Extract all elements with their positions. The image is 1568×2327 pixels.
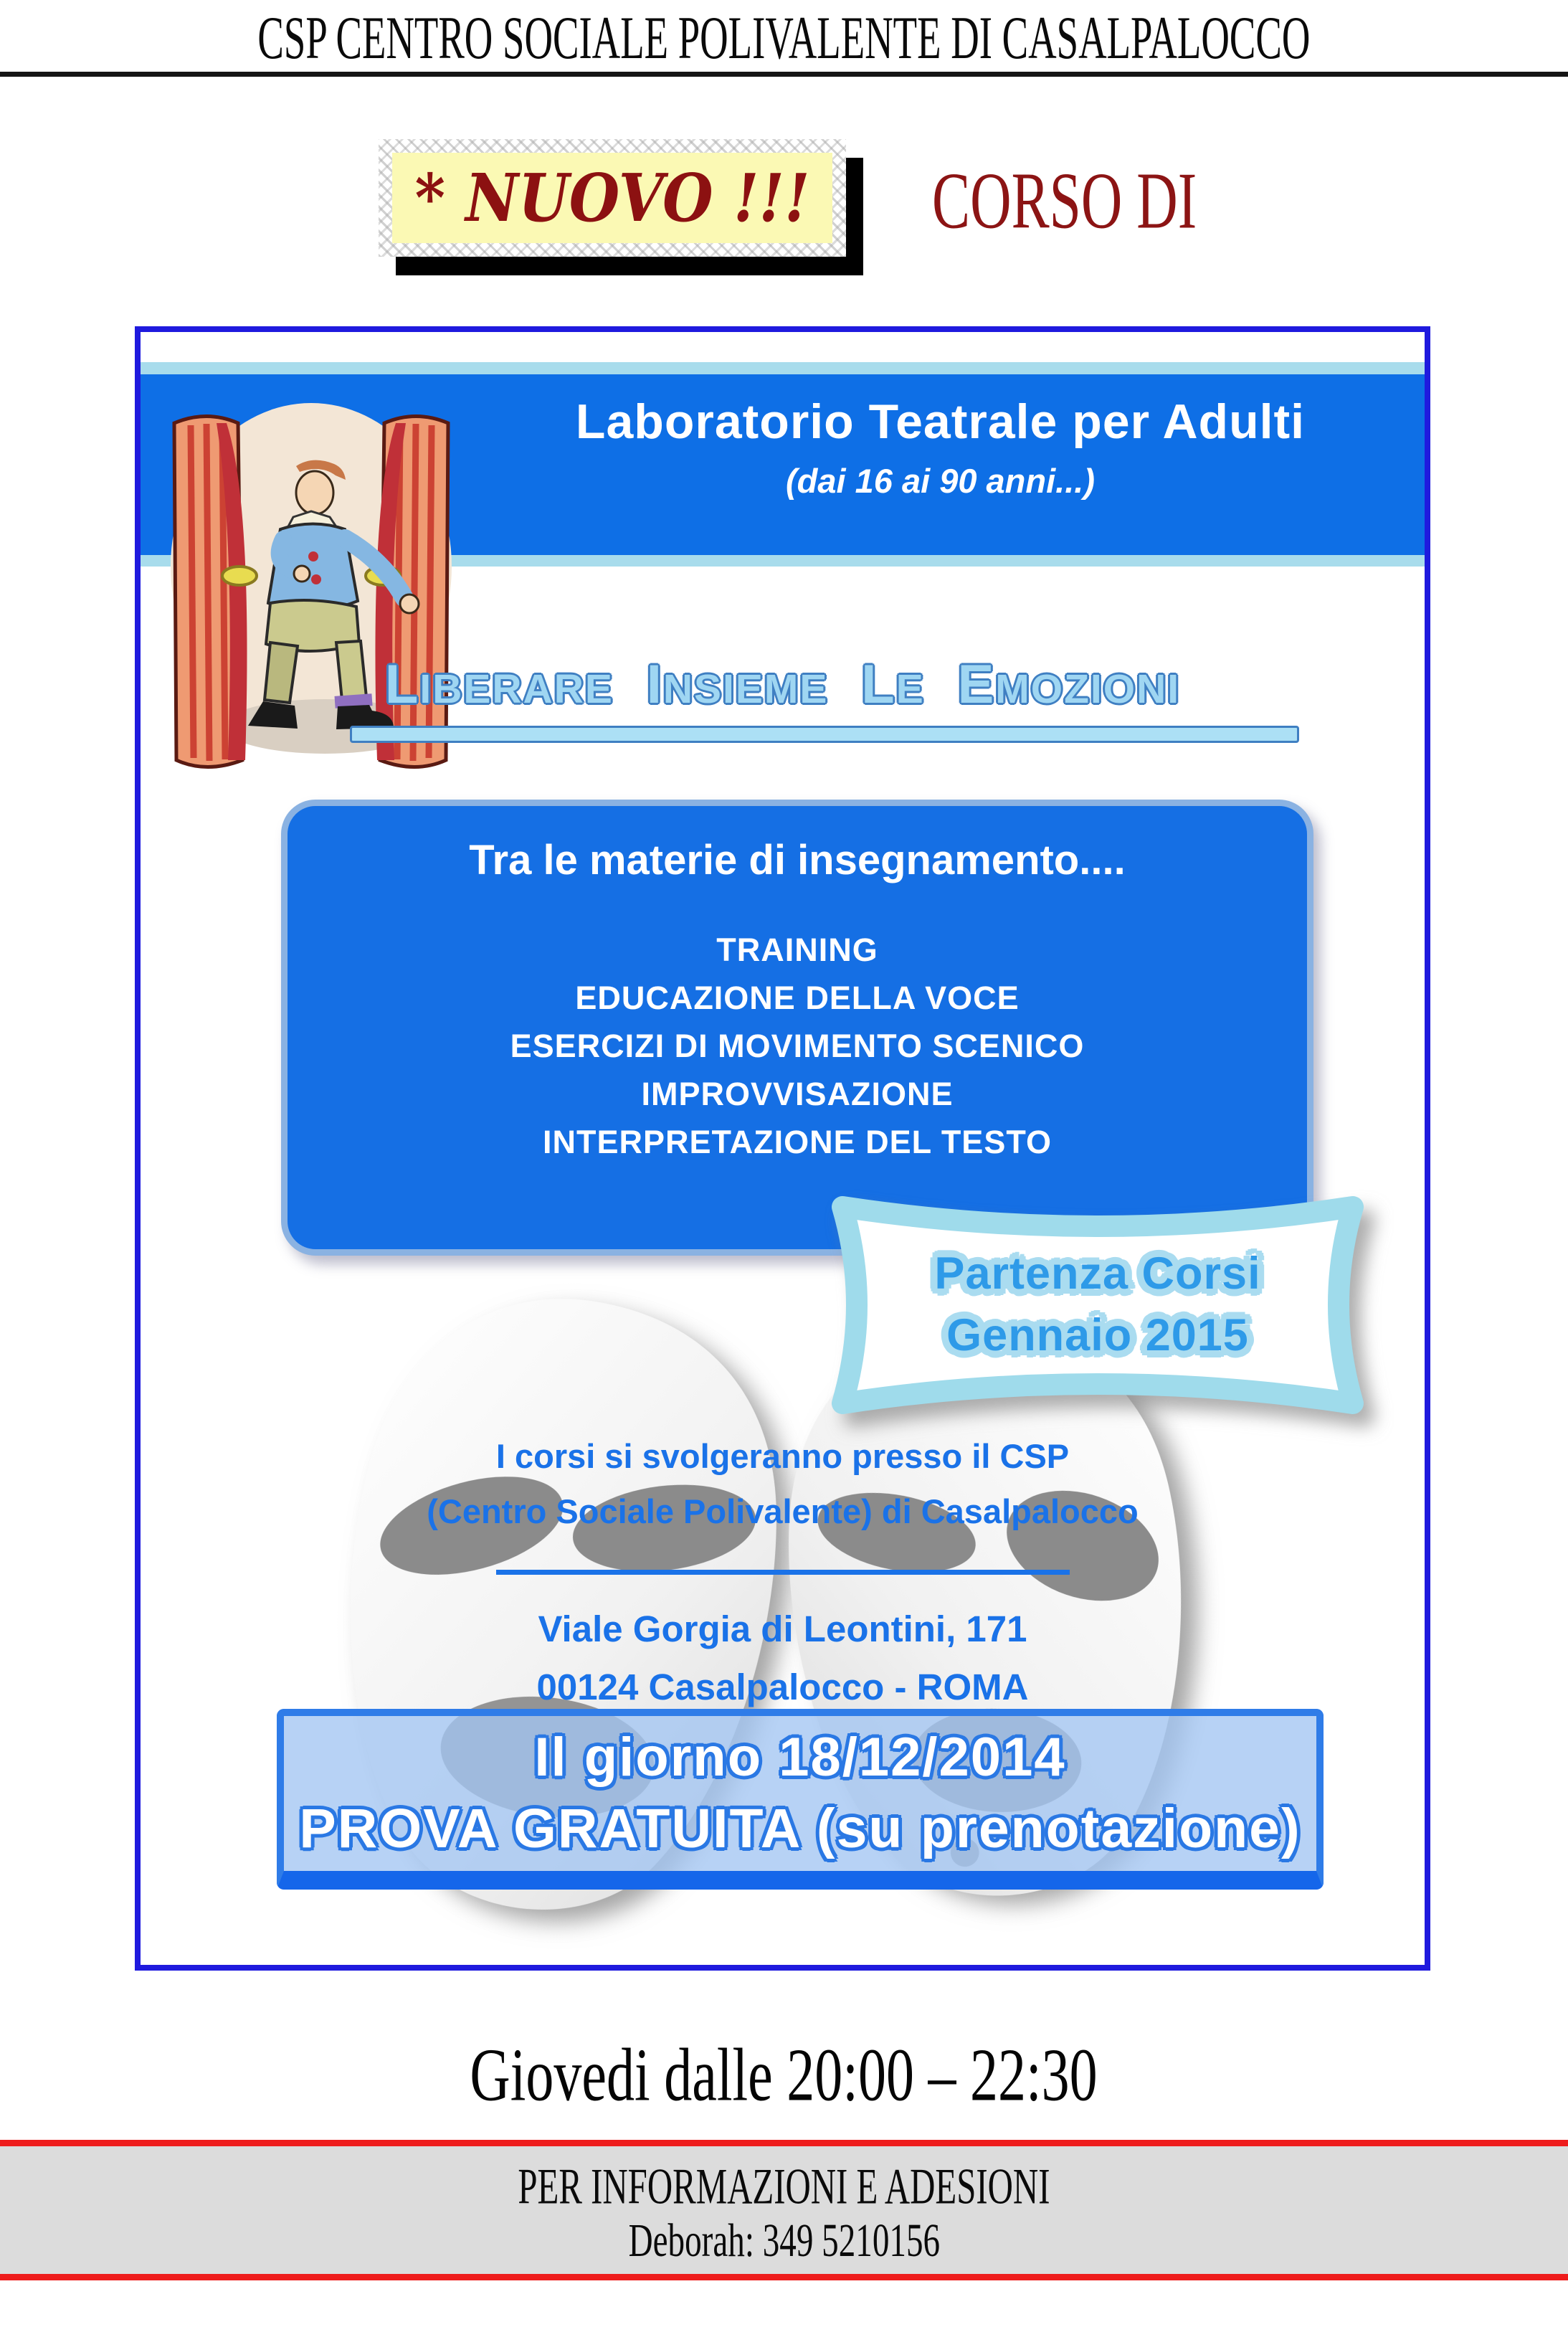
location-info [141,1436,1425,1708]
course-of-label: CORSO DI [932,156,1197,246]
subject-item: IMPROVVISAZIONE [641,1076,954,1112]
schedule-line: Giovedi dalle 20:00 – 22:30 [470,2033,1098,2117]
subject-item: ESERCIZI DI MOVIMENTO SCENICO [510,1028,1085,1064]
banner-title: Laboratorio Teatrale per Adulti [575,394,1306,449]
footer-info-line: PER INFORMAZIONI E ADESIONI [518,2158,1050,2215]
course-start-badge [818,1180,1377,1431]
badge-text [818,1243,1377,1366]
location-divider [496,1570,1070,1575]
poster-frame [135,326,1430,1971]
trial-offer-line: PROVA GRATUITA (su prenotazione) [299,1798,1301,1859]
footer-rule-bottom [0,2274,1568,2280]
new-stamp-inner [392,153,832,243]
new-stamp-label: * NUOVO !!! [414,159,810,237]
subject-item: TRAINING [716,932,878,968]
banner-text [463,394,1417,501]
slogan-underline [350,726,1299,743]
trial-date-line: Il giorno 18/12/2014 [534,1727,1066,1788]
badge-line1: Partenza Corsi [934,1248,1261,1299]
header-rule [0,72,1568,77]
subjects-title: Tra le materie di insegnamento.... [469,837,1126,883]
banner-stripe-top [141,362,1425,374]
footer-contact-line: Deborah: 349 5210156 [628,2214,940,2267]
subject-item: EDUCAZIONE DELLA VOCE [575,980,1020,1016]
banner-subtitle: (dai 16 ai 90 anni...) [786,462,1095,500]
address-line2: 00124 Casalpalocco - ROMA [536,1667,1029,1707]
location-line1: I corsi si svolgeranno presso il CSP [495,1437,1070,1475]
new-stamp [379,139,846,257]
page-title [0,4,1568,72]
subject-item: INTERPRETAZIONE DEL TESTO [542,1124,1053,1160]
location-line2: (Centro Sociale Polivalente) di Casalpalocco [427,1492,1139,1530]
free-trial-box [277,1709,1324,1890]
slogan-heading: LIBERARE INSIEME LE EMOZIONI [384,654,1181,715]
badge-line2: Gennaio 2015 [946,1310,1249,1360]
address-line1: Viale Gorgia di Leontini, 171 [538,1608,1027,1649]
subjects-list [288,926,1307,1166]
footer-rule-top [0,2140,1568,2146]
page-title-text: CSP CENTRO SOCIALE POLIVALENTE DI CASALPALOCCO [257,4,1311,72]
